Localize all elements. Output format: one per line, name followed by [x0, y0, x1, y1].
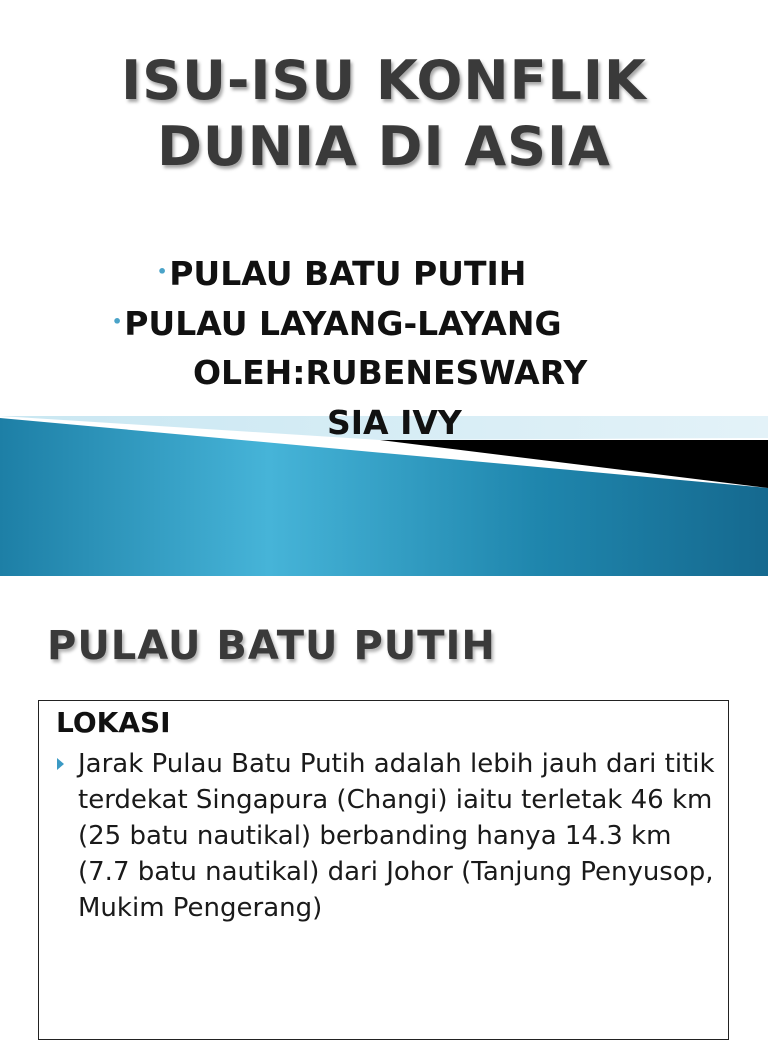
body-paragraph: Jarak Pulau Batu Putih adalah lebih jauh dari titik terdekat Singapura (Changi) iaitu terletak 46 km (25 batu nautikal) berbanding hanya 14.3 km (7.7 batu nautikal) dari Johor (Tanjung Penyusop, Mukim Pengerang) [78, 749, 715, 923]
title-line-1: ISU-ISU KONFLIK [121, 49, 647, 112]
content-box [38, 700, 729, 1040]
content-slide [0, 576, 768, 1024]
triangle-bullet-icon [57, 758, 64, 770]
bullet-text: PULAU BATU PUTIH [169, 254, 527, 293]
author-line-1: OLEH:RUBENESWARY [193, 353, 588, 392]
box-title: LOKASI [56, 706, 171, 739]
title-line-2: DUNIA DI ASIA [157, 115, 611, 178]
author-line-2: SIA IVY [327, 403, 462, 442]
bullet-dot-icon: • [157, 262, 168, 281]
slide-title [0, 48, 768, 180]
bullet-item-layang-layang [112, 302, 562, 344]
bullet-text: PULAU LAYANG-LAYANG [124, 304, 562, 343]
slide-heading: PULAU BATU PUTIH [47, 623, 496, 669]
bullet-dot-icon: • [112, 312, 123, 331]
bullet-item-batu-putih [157, 252, 526, 294]
